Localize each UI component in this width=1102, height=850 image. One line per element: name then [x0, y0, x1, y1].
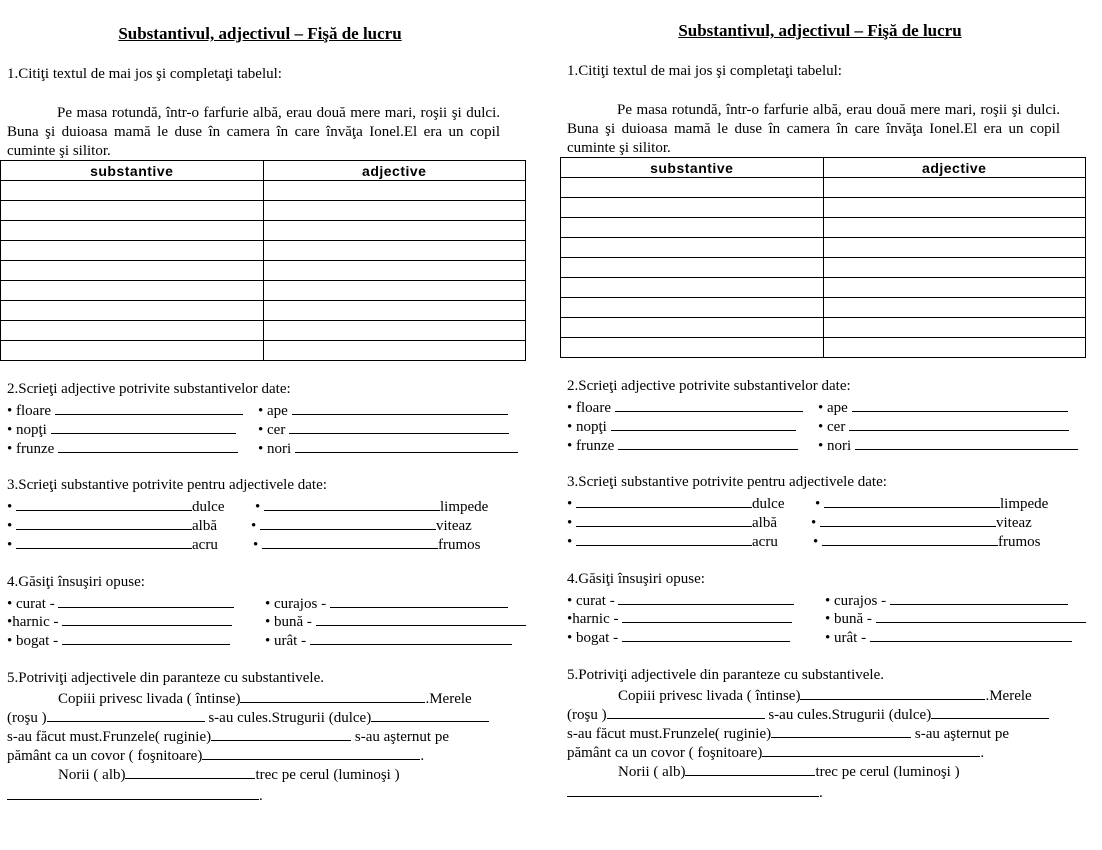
table-row[interactable]	[561, 338, 1086, 358]
exercise-1-instruction: 1.Citiţi textul de mai jos şi completaţi tabelul:	[567, 63, 842, 79]
ex3-item[interactable]: • acru	[567, 534, 778, 550]
table-row[interactable]	[1, 261, 526, 281]
exercise-2-instruction: 2.Scrieţi adjective potrivite substantivelor date:	[7, 381, 291, 397]
table-row[interactable]	[1, 181, 526, 201]
ex3-item[interactable]: • viteaz	[251, 518, 472, 534]
ex4-item[interactable]: • bună -	[265, 612, 526, 631]
table-row[interactable]	[1, 201, 526, 221]
exercise-5-instruction: 5.Potriviţi adjectivele din paranteze cu substantivele.	[567, 667, 884, 683]
worksheet-title: Substantivul, adjectivul – Fişă de lucru	[118, 24, 402, 43]
ex5-line[interactable]: Norii ( alb) trec pe cerul (luminoşi )	[58, 767, 400, 783]
ex5-line[interactable]: pământ ca un covor ( foşnitoare) .	[567, 745, 985, 761]
exercise-3-instruction: 3.Scrieţi substantive potrivite pentru adjectivele date:	[7, 477, 327, 493]
exercise-5-instruction: 5.Potriviţi adjectivele din paranteze cu substantivele.	[7, 670, 324, 686]
ex5-line[interactable]: Norii ( alb) trec pe cerul (luminoşi )	[618, 764, 960, 780]
table-header-substantive: substantive	[1, 161, 264, 181]
exercise-2-instruction: 2.Scrieţi adjective potrivite substantivelor date:	[567, 378, 851, 394]
ex2-item[interactable]: • ape	[258, 401, 508, 420]
table-row[interactable]	[1, 221, 526, 241]
table-header-adjective: adjective	[263, 161, 526, 181]
ex4-item[interactable]: • curajos -	[825, 591, 1068, 610]
ex2-item[interactable]: • floare	[7, 401, 243, 420]
ex4-item[interactable]: • urât -	[825, 628, 1072, 647]
ex2-item[interactable]: • nopţi	[567, 417, 796, 436]
ex5-line[interactable]: Copiii privesc livada ( întinse) .Merele	[618, 688, 1032, 704]
ex2-item[interactable]: • floare	[567, 398, 803, 417]
table-row[interactable]	[561, 218, 1086, 238]
ex4-item[interactable]: •harnic -	[567, 609, 792, 628]
ex4-item[interactable]: • bogat -	[567, 628, 790, 647]
exercise-1-text: Pe masa rotundă, într-o farfurie albă, erau două mere mari, roşii şi dulci. Buna şi duioasa mamă le duse în camera în care învăţa Ionel.El era un copil cuminte şi silitor.	[567, 102, 1060, 156]
worksheet-left	[0, 0, 530, 850]
table-row[interactable]	[561, 278, 1086, 298]
table-row[interactable]	[561, 298, 1086, 318]
ex4-item[interactable]: • curajos -	[265, 594, 508, 613]
table-row[interactable]	[1, 301, 526, 321]
ex3-item[interactable]: • dulce	[7, 499, 225, 515]
table-row[interactable]	[1, 241, 526, 261]
ex2-item[interactable]: • cer	[818, 417, 1069, 436]
table-header-adjective: adjective	[823, 158, 1086, 178]
exercise-4-instruction: 4.Găsiţi însuşiri opuse:	[567, 571, 705, 587]
ex3-item[interactable]: • acru	[7, 537, 218, 553]
table-row[interactable]	[1, 341, 526, 361]
table-row[interactable]	[561, 258, 1086, 278]
ex3-item[interactable]: • limpede	[255, 499, 489, 515]
ex2-item[interactable]: • nori	[258, 439, 518, 458]
table-row[interactable]	[1, 281, 526, 301]
ex5-line[interactable]: Copiii privesc livada ( întinse) .Merele	[58, 691, 472, 707]
exercise-1-text: Pe masa rotundă, într-o farfurie albă, erau două mere mari, roşii şi dulci. Buna şi duioasa mamă le duse în camera în care învăţa Ionel.El era un copil cuminte şi silitor.	[7, 105, 500, 159]
ex2-item[interactable]: • nopţi	[7, 420, 236, 439]
ex5-line[interactable]: pământ ca un covor ( foşnitoare) .	[7, 748, 425, 764]
ex2-item[interactable]: • ape	[818, 398, 1068, 417]
ex5-line[interactable]: (roşu ) s-au cules.Strugurii (dulce)	[7, 708, 489, 727]
exercise-3-instruction: 3.Scrieţi substantive potrivite pentru adjectivele date:	[567, 474, 887, 490]
table-row[interactable]	[561, 238, 1086, 258]
ex4-item[interactable]: •harnic -	[7, 612, 232, 631]
ex5-line[interactable]: (roşu ) s-au cules.Strugurii (dulce)	[567, 705, 1049, 724]
noun-adjective-table	[0, 160, 526, 361]
ex5-line[interactable]: s-au făcut must.Frunzele( ruginie) s-au aşternut pe	[7, 729, 449, 745]
ex5-line[interactable]: s-au făcut must.Frunzele( ruginie) s-au aşternut pe	[567, 726, 1009, 742]
noun-adjective-table	[560, 157, 1086, 358]
ex4-item[interactable]: • curat -	[7, 594, 234, 613]
ex4-item[interactable]: • bogat -	[7, 631, 230, 650]
ex2-item[interactable]: • cer	[258, 420, 509, 439]
ex2-item[interactable]: • frunze	[7, 439, 238, 458]
ex2-item[interactable]: • nori	[818, 436, 1078, 455]
ex3-item[interactable]: • frumos	[813, 534, 1041, 550]
ex3-item[interactable]: • dulce	[567, 496, 785, 512]
ex3-item[interactable]: • viteaz	[811, 515, 1032, 531]
ex3-item[interactable]: • albă	[567, 515, 777, 531]
table-row[interactable]	[561, 178, 1086, 198]
worksheet-right	[560, 0, 1090, 850]
table-row[interactable]	[561, 198, 1086, 218]
ex5-line[interactable]: .	[567, 783, 823, 802]
ex4-item[interactable]: • bună -	[825, 609, 1086, 628]
ex4-item[interactable]: • curat -	[567, 591, 794, 610]
exercise-4-instruction: 4.Găsiţi însuşiri opuse:	[7, 574, 145, 590]
ex3-item[interactable]: • albă	[7, 518, 217, 534]
exercise-1-instruction: 1.Citiţi textul de mai jos şi completaţi tabelul:	[7, 66, 282, 82]
ex3-item[interactable]: • frumos	[253, 537, 481, 553]
ex5-line[interactable]: .	[7, 786, 263, 805]
ex2-item[interactable]: • frunze	[567, 436, 798, 455]
table-row[interactable]	[1, 321, 526, 341]
ex4-item[interactable]: • urât -	[265, 631, 512, 650]
table-header-substantive: substantive	[561, 158, 824, 178]
ex3-item[interactable]: • limpede	[815, 496, 1049, 512]
worksheet-title: Substantivul, adjectivul – Fişă de lucru	[678, 21, 962, 40]
table-row[interactable]	[561, 318, 1086, 338]
